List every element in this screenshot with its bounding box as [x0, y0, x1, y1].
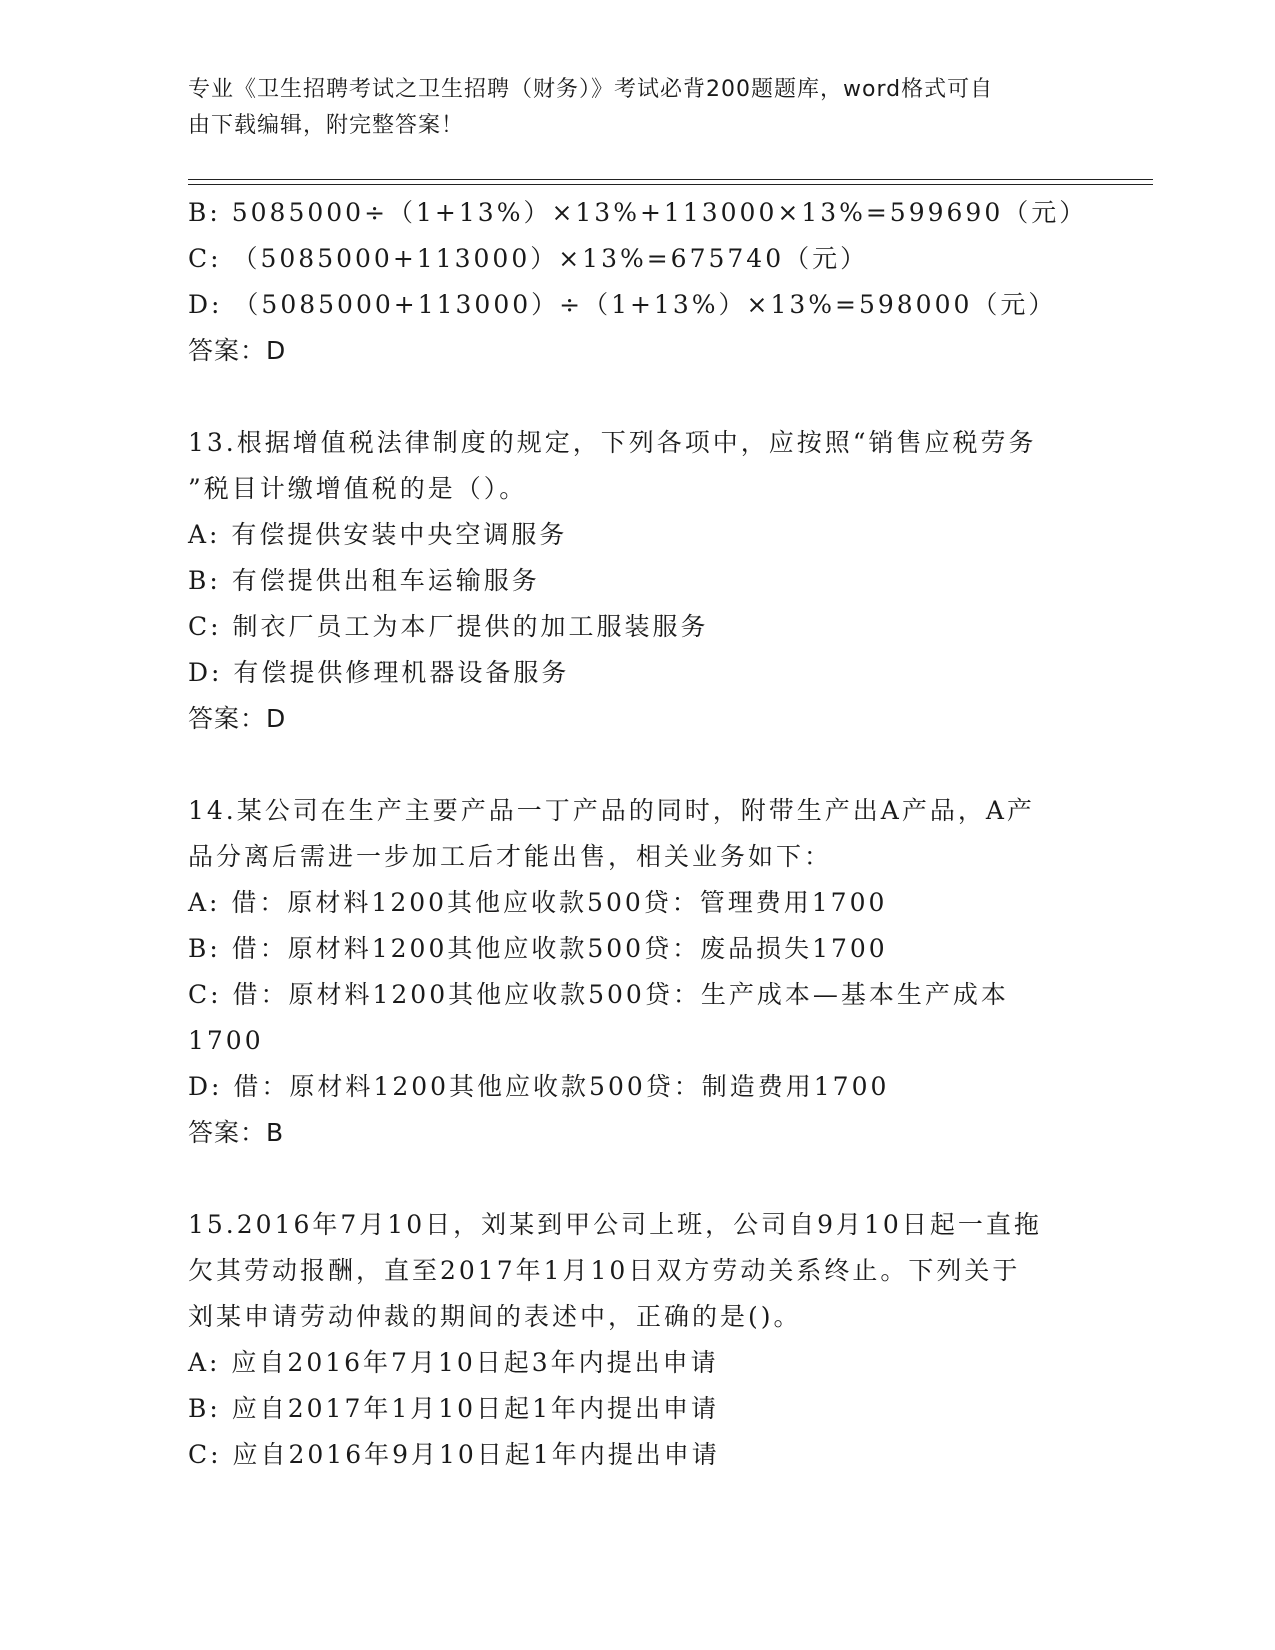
- question-stem: 14.某公司在生产主要产品一丁产品的同时，附带生产出A产品，A产: [188, 796, 1035, 825]
- document-header: [188, 72, 1088, 144]
- option-b: B: 有偿提供出租车运输服务: [188, 566, 540, 595]
- document-body: [188, 190, 1088, 1478]
- spacer: [188, 742, 1088, 788]
- answer: 答案：D: [188, 336, 287, 365]
- header-divider-bottom: [188, 184, 1153, 185]
- answer: 答案：B: [188, 1118, 285, 1147]
- question-stem: ”税目计缴增值税的是（）。: [188, 474, 528, 503]
- header-line-2: 由下载编辑，附完整答案！: [188, 113, 465, 138]
- option-c: C: 借：原材料1200其他应收款500贷：生产成本—基本生产成本: [188, 980, 1009, 1009]
- question-stem: 品分离后需进一步加工后才能出售，相关业务如下：: [188, 842, 833, 871]
- option-a: A: 应自2016年7月10日起3年内提出申请: [188, 1348, 719, 1377]
- option-d: D: （5085000+113000）÷（1+13%）×13%=598000（元）: [188, 290, 1057, 319]
- option-d: D: 有偿提供修理机器设备服务: [188, 658, 570, 687]
- question-13: [188, 420, 1088, 742]
- option-c: C: 制衣厂员工为本厂提供的加工服装服务: [188, 612, 709, 641]
- option-a: A: 借：原材料1200其他应收款500贷：管理费用1700: [188, 888, 888, 917]
- option-c: C: （5085000+113000）×13%=675740（元）: [188, 244, 869, 273]
- spacer: [188, 374, 1088, 420]
- question-12: [188, 190, 1088, 374]
- option-b: B: 应自2017年1月10日起1年内提出申请: [188, 1394, 719, 1423]
- option-d: D: 借：原材料1200其他应收款500贷：制造费用1700: [188, 1072, 890, 1101]
- option-a: A: 有偿提供安装中央空调服务: [188, 520, 568, 549]
- question-stem: 刘某申请劳动仲裁的期间的表述中，正确的是()。: [188, 1302, 802, 1331]
- question-stem: 13.根据增值税法律制度的规定，下列各项中，应按照“销售应税劳务: [188, 428, 1037, 457]
- header-line-1: 专业《卫生招聘考试之卫生招聘（财务）》考试必背200题题库，word格式可自: [188, 77, 994, 102]
- answer: 答案：D: [188, 704, 287, 733]
- spacer: [188, 1156, 1088, 1202]
- question-14: [188, 788, 1088, 1156]
- option-c-continued: 1700: [188, 1026, 264, 1055]
- question-stem: 欠其劳动报酬，直至2017年1月10日双方劳动关系终止。下列关于: [188, 1256, 1021, 1285]
- question-stem: 15.2016年7月10日，刘某到甲公司上班，公司自9月10日起一直拖: [188, 1210, 1042, 1239]
- option-c: C: 应自2016年9月10日起1年内提出申请: [188, 1440, 720, 1469]
- option-b: B: 5085000÷（1+13%）×13%+113000×13%=599690（元）: [188, 198, 1088, 227]
- header-divider-top: [188, 179, 1153, 180]
- question-15: [188, 1202, 1088, 1478]
- option-b: B: 借：原材料1200其他应收款500贷：废品损失1700: [188, 934, 888, 963]
